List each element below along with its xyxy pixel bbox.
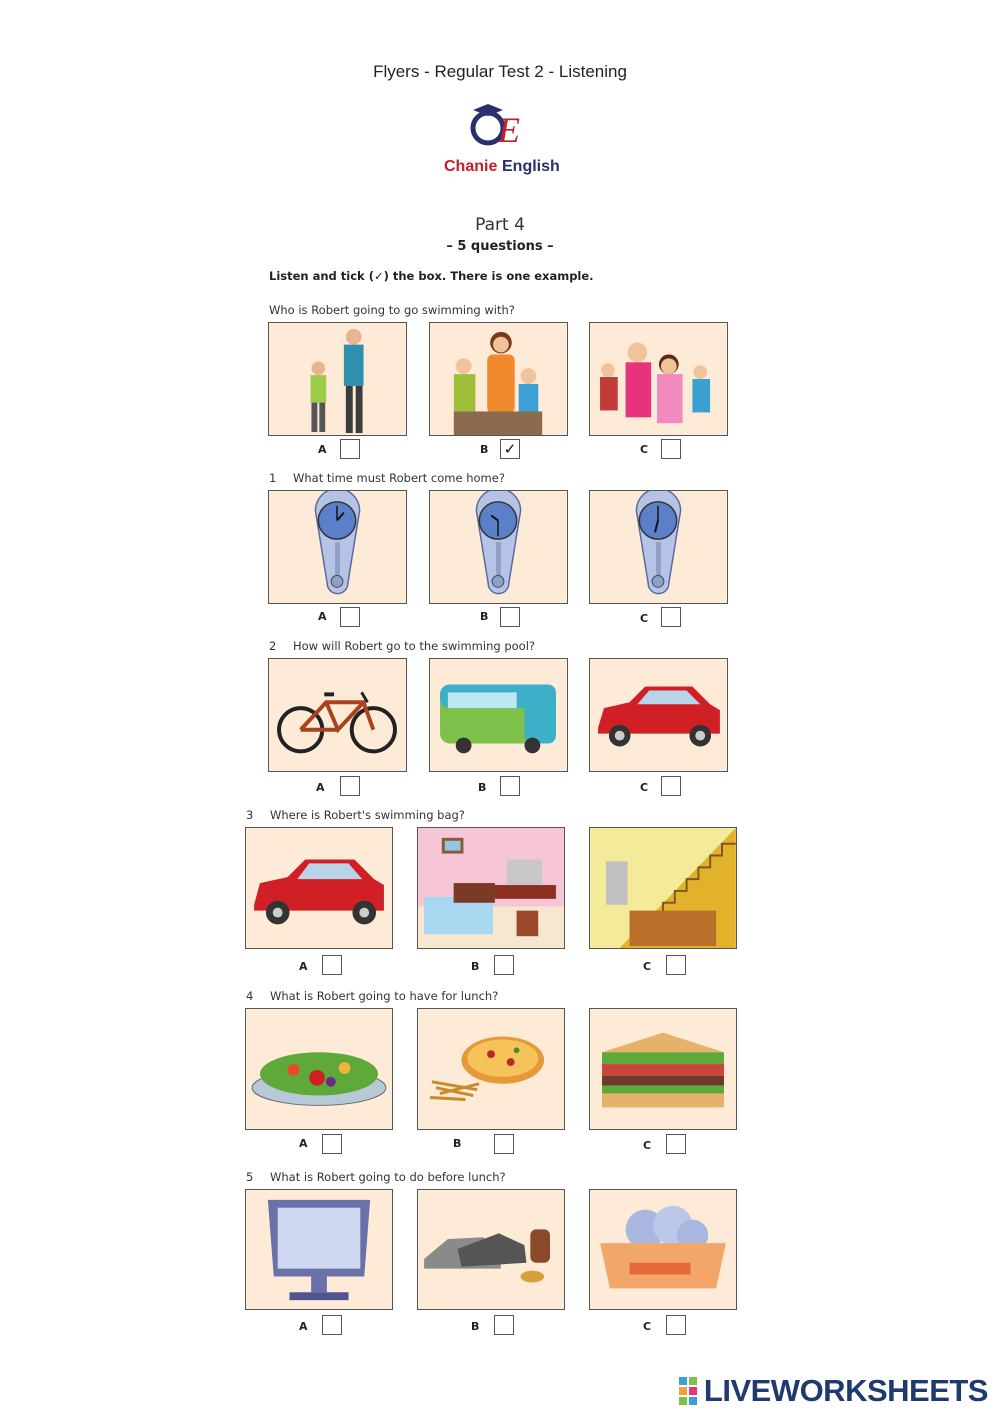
checkbox-q1-b[interactable] xyxy=(500,607,520,627)
checkbox-q3-a[interactable] xyxy=(322,955,342,975)
picture-bedroom xyxy=(417,827,565,949)
svg-text:E: E xyxy=(498,110,520,150)
instruction: Listen and tick (✓) the box. There is one example. xyxy=(269,269,594,283)
question-3-text: 3 Where is Robert's swimming bag? xyxy=(246,808,465,822)
option-label-b: B xyxy=(478,781,487,794)
checkbox-q5-c[interactable] xyxy=(666,1315,686,1335)
svg-text:Chanie: Chanie xyxy=(444,158,498,175)
picture-father-and-boy xyxy=(268,322,407,436)
chanie-english-logo xyxy=(440,98,564,188)
checkbox-q2-b[interactable] xyxy=(500,776,520,796)
picture-clock-c xyxy=(589,490,728,604)
question-4-text: 4 What is Robert going to have for lunch? xyxy=(246,989,499,1003)
question-5-text: 5 What is Robert going to do before lunch? xyxy=(246,1170,506,1184)
option-label-b: B xyxy=(453,1137,462,1150)
liveworksheets-icon xyxy=(678,1376,700,1406)
picture-basket-of-dishes xyxy=(589,1189,737,1310)
checkbox-q5-a[interactable] xyxy=(322,1315,342,1335)
svg-text:English: English xyxy=(502,158,560,175)
checkbox-q3-b[interactable] xyxy=(494,955,514,975)
option-label-b: B xyxy=(480,443,489,456)
liveworksheets-wordmark: LIVEWORKSHEETS xyxy=(703,1373,988,1408)
option-label-b: B xyxy=(471,960,480,973)
picture-computer-monitor xyxy=(245,1189,393,1310)
checkbox-q4-a[interactable] xyxy=(322,1134,342,1154)
checkbox-q3-c[interactable] xyxy=(666,955,686,975)
checkbox-q2-a[interactable] xyxy=(340,776,360,796)
picture-bus xyxy=(429,658,568,772)
checkbox-example-c[interactable] xyxy=(661,439,681,459)
document-title: Flyers - Regular Test 2 - Listening xyxy=(373,62,627,81)
checkbox-q1-c[interactable] xyxy=(661,607,681,627)
option-label-c: C xyxy=(640,612,649,625)
checkbox-q5-b[interactable] xyxy=(494,1315,514,1335)
option-label-a: A xyxy=(318,443,327,456)
checkbox-example-a[interactable] xyxy=(340,439,360,459)
question-text-example: Who is Robert going to go swimming with? xyxy=(269,303,515,317)
option-label-a: A xyxy=(299,1320,308,1333)
picture-under-stairs-cupboard xyxy=(589,827,737,949)
picture-sandwich xyxy=(589,1008,737,1130)
option-label-a: A xyxy=(299,1137,308,1150)
checkbox-q1-a[interactable] xyxy=(340,607,360,627)
option-label-c: C xyxy=(643,1139,652,1152)
picture-clock-a xyxy=(268,490,407,604)
checkbox-q4-c[interactable] xyxy=(666,1134,686,1154)
part-subtitle: – 5 questions – xyxy=(446,239,554,254)
part-title: Part 4 xyxy=(475,215,525,235)
option-label-c: C xyxy=(643,960,652,973)
checkbox-q4-b[interactable] xyxy=(494,1134,514,1154)
picture-whole-family xyxy=(589,322,728,436)
picture-car xyxy=(245,827,393,949)
option-label-b: B xyxy=(480,610,489,623)
picture-bicycle xyxy=(268,658,407,772)
question-2-text: 2 How will Robert go to the swimming pool? xyxy=(269,639,535,653)
option-label-a: A xyxy=(316,781,325,794)
option-label-b: B xyxy=(471,1320,480,1333)
picture-salad xyxy=(245,1008,393,1130)
checkbox-q2-c[interactable] xyxy=(661,776,681,796)
option-label-a: A xyxy=(318,610,327,623)
picture-shoes-and-brush xyxy=(417,1189,565,1310)
option-label-c: C xyxy=(643,1320,652,1333)
checkbox-example-b[interactable]: ✓ xyxy=(500,439,520,459)
picture-pizza-and-fries xyxy=(417,1008,565,1130)
option-label-a: A xyxy=(299,960,308,973)
picture-mother-and-children xyxy=(429,322,568,436)
liveworksheets-logo xyxy=(678,1374,988,1408)
option-label-c: C xyxy=(640,781,649,794)
picture-clock-b xyxy=(429,490,568,604)
question-1-text: 1 What time must Robert come home? xyxy=(269,471,505,485)
option-label-c: C xyxy=(640,443,649,456)
picture-car xyxy=(589,658,728,772)
